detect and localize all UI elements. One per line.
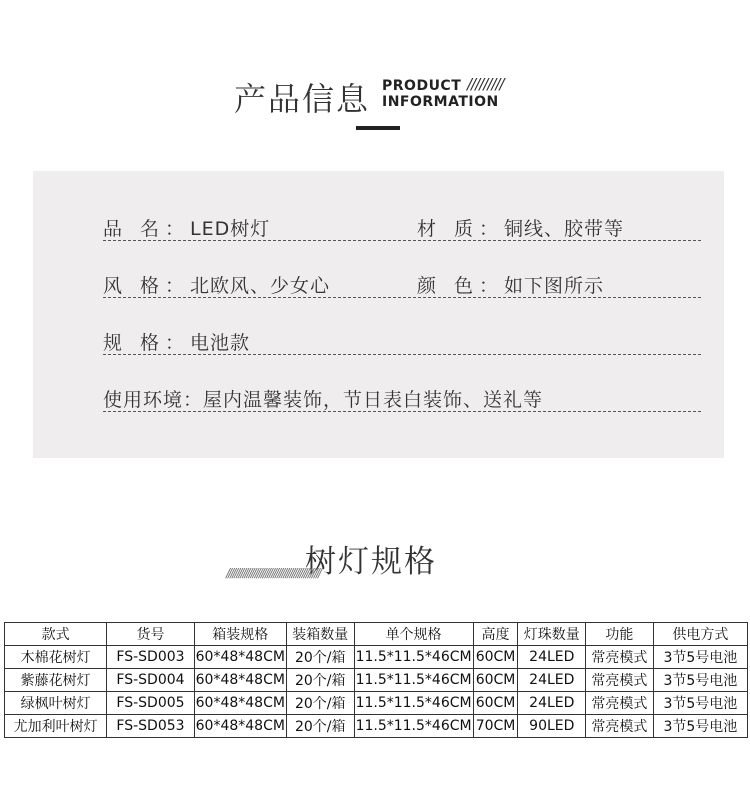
table-cell: 20个/箱 <box>286 669 354 692</box>
column-header-led-count: 灯珠数量 <box>518 623 586 646</box>
table-cell: 11.5*11.5*46CM <box>354 646 473 669</box>
info-field-name <box>103 214 270 241</box>
table-cell: 60*48*48CM <box>194 669 286 692</box>
column-header-item-no: 货号 <box>107 623 194 646</box>
table-cell: 3节5号电池 <box>653 715 747 738</box>
column-header-unit-size: 单个规格 <box>354 623 473 646</box>
table-row <box>5 692 748 715</box>
table-cell: 60CM <box>473 669 518 692</box>
table-cell: 常亮模式 <box>586 692 654 715</box>
column-header-carton-size: 箱装规格 <box>194 623 286 646</box>
table-cell: 紫藤花树灯 <box>5 669 107 692</box>
table-row <box>5 646 748 669</box>
table-row <box>5 669 748 692</box>
info-field-material <box>417 214 624 241</box>
table-cell: 3节5号电池 <box>653 692 747 715</box>
table-cell: 60*48*48CM <box>194 646 286 669</box>
info-row-style-color <box>103 241 701 298</box>
spec-table <box>4 622 748 738</box>
column-header-height: 高度 <box>473 623 518 646</box>
table-header-row <box>5 623 748 646</box>
table-cell: 60CM <box>473 646 518 669</box>
header-slash-decoration: ///////// <box>467 75 504 93</box>
table-cell: 11.5*11.5*46CM <box>354 715 473 738</box>
table-cell: 24LED <box>518 646 586 669</box>
table-cell: 20个/箱 <box>286 692 354 715</box>
info-label: 材 质： <box>417 218 505 240</box>
table-cell: 常亮模式 <box>586 715 654 738</box>
column-header-function: 功能 <box>586 623 654 646</box>
table-cell: 70CM <box>473 715 518 738</box>
table-cell: 常亮模式 <box>586 646 654 669</box>
info-label: 品 名： <box>103 218 191 240</box>
product-info-header <box>0 70 750 140</box>
info-field-color <box>417 271 604 298</box>
table-cell: 11.5*11.5*46CM <box>354 692 473 715</box>
table-cell: 20个/箱 <box>286 715 354 738</box>
table-cell: 木棉花树灯 <box>5 646 107 669</box>
column-header-power: 供电方式 <box>653 623 747 646</box>
product-info-panel <box>33 171 724 458</box>
info-value: 铜线、胶带等 <box>504 218 625 240</box>
info-value: 屋内温馨装饰，节日表白装饰、送礼等 <box>203 389 544 411</box>
product-info-title-cn: 产品信息 <box>234 80 371 118</box>
info-value: 电池款 <box>190 332 251 354</box>
header-slash-decoration: ////////////////////////////////////////////// <box>226 566 320 580</box>
table-cell: 24LED <box>518 692 586 715</box>
product-info-title-en-line2: INFORMATION <box>382 94 499 110</box>
table-cell: 常亮模式 <box>586 669 654 692</box>
product-info-title-en-line1: PRODUCT <box>382 78 462 94</box>
column-header-style: 款式 <box>5 623 107 646</box>
info-row-name-material <box>103 184 701 241</box>
table-cell: 90LED <box>518 715 586 738</box>
table-cell: FS-SD004 <box>107 669 194 692</box>
header-underline-bar <box>356 126 400 130</box>
info-field-usage <box>103 385 543 412</box>
info-label: 颜 色： <box>417 275 505 297</box>
info-label: 规 格： <box>103 332 191 354</box>
table-cell: 24LED <box>518 669 586 692</box>
info-field-spec <box>103 328 250 355</box>
info-label: 风 格： <box>103 275 191 297</box>
table-cell: 60*48*48CM <box>194 692 286 715</box>
column-header-carton-qty: 装箱数量 <box>286 623 354 646</box>
info-value: 如下图所示 <box>504 275 605 297</box>
info-field-style <box>103 271 330 298</box>
table-cell: FS-SD003 <box>107 646 194 669</box>
info-value: 北欧风、少女心 <box>190 275 331 297</box>
table-cell: 20个/箱 <box>286 646 354 669</box>
table-cell: FS-SD005 <box>107 692 194 715</box>
tree-light-spec-header <box>0 536 750 586</box>
table-cell: 3节5号电池 <box>653 646 747 669</box>
table-cell: 11.5*11.5*46CM <box>354 669 473 692</box>
table-cell: 60*48*48CM <box>194 715 286 738</box>
info-row-spec <box>103 298 701 355</box>
table-cell: 60CM <box>473 692 518 715</box>
table-cell: 3节5号电池 <box>653 669 747 692</box>
table-cell: 绿枫叶树灯 <box>5 692 107 715</box>
table-cell: 尤加利叶树灯 <box>5 715 107 738</box>
tree-light-spec-title: 树灯规格 <box>305 544 437 580</box>
info-row-usage <box>103 355 701 412</box>
table-row <box>5 715 748 738</box>
info-value: LED树灯 <box>190 218 271 240</box>
info-label: 使用环境： <box>103 389 204 411</box>
table-cell: FS-SD053 <box>107 715 194 738</box>
